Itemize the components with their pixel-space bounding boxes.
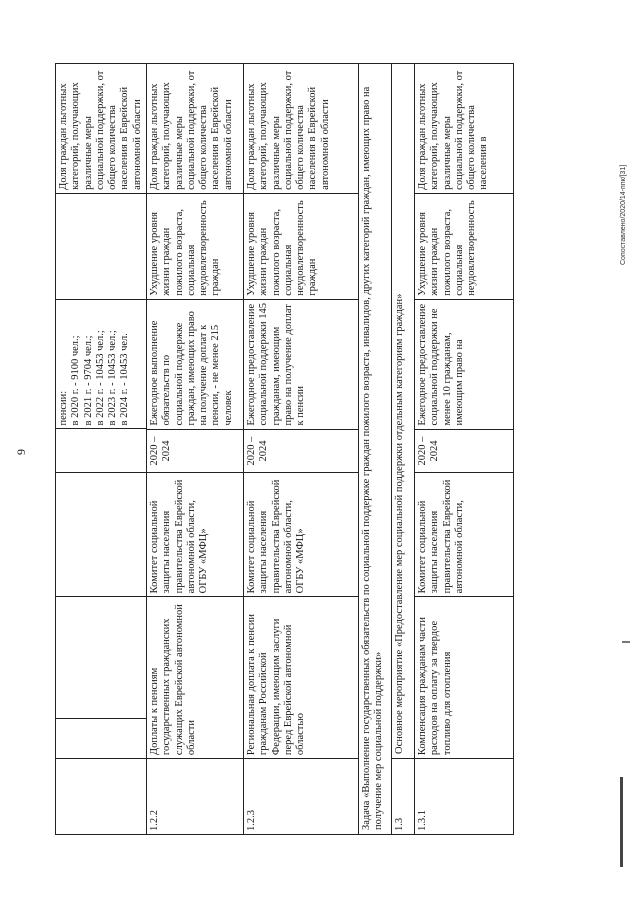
year-line: в 2021 г. - 9704 чел.; [82,335,94,426]
measures-table [55,63,514,835]
year-line: в 2022 г. - 10453 чел.; [94,330,106,426]
cell-name: Компенсация гражданам части расходов на оплату за твердое топливо для отопления [415,596,513,758]
table-row [414,63,514,835]
cell-executor: Комитет социальной защиты населения правительства Еврейской автономной области, [415,472,513,596]
cell-consequence: Ухудшение уровня жизни граждан пожилого возраста, социальная неудовлетворенность [415,193,513,299]
cell-num: 1.2.2 [147,758,243,834]
cell-consequence: Ухудшение уровня жизни граждан пожилого возраста, социальная неудовлетворенность граждан [147,193,243,299]
cell-executor: Комитет социальной защиты населения правительства Еврейской автономной области, ОГБУ «МФЦ» [244,472,358,596]
cell-result: Ежегодное предоставление социальной поддержки 145 гражданам, имеющим право на получение доплат к пенсии [244,299,358,429]
cell-indicator: Доля граждан льготных категорий, получающих различные меры социальной поддержки, от общего количества населения в [415,63,513,193]
cell-period: 2020 – 2024 [244,429,358,473]
main-event-row [391,63,414,835]
cell-num: 1.3.1 [415,758,513,834]
cell-name: Доплаты к пенсиям государственных гражданских служащих Еврейской автономной области [147,596,243,758]
cell-consequence [56,193,146,299]
document-id: Сопоставлено/2020/14-ппк/[31] [620,164,627,265]
cell-result: Ежегодное выполнение обязательств по социальной поддержке граждан, имеющих право на получение доплат к пенсии, - не менее 215 человек [147,299,243,429]
cell-result-continuation [56,299,146,429]
cell-name: Региональная доплата к пенсии гражданам Российской Федерации, имеющим заслуги перед Еврейской автономной областью [244,596,358,758]
page-number: 9 [14,449,28,455]
year-line: в 2024 г. - 10453 чел. [119,333,131,426]
cell-num: 1.2.3 [244,758,358,834]
cell-result [56,429,146,473]
cell-executor [56,596,146,718]
task-row [358,63,391,835]
cell-period: 2020 – 2024 [147,429,243,473]
cell-period [56,472,146,596]
cell-period: 2020 – 2024 [415,429,513,473]
scan-artifact [622,641,630,643]
cell-result: Ежегодное предоставление социальной поддержки не менее 10 гражданам, имеющим право на [415,299,513,429]
cell-num [56,758,146,834]
pension-label: пенсии: [58,390,69,426]
table-row [243,63,358,835]
year-line: в 2020 г. - 9100 чел.; [70,335,82,426]
cell-num: 1.3 [392,758,414,834]
cell-indicator: Доля граждан льготных категорий, получающих различные меры социальной поддержки, от общего количества населения в Еврейской автономной области [56,63,146,193]
scan-artifact [620,777,623,867]
task-text: Задача «Выполнение государственных обязательств по социальной поддержке граждан пожилого возраста, инвалидов, других категорий граждан, имеющих право на получение мер социальной поддержки» [359,63,391,834]
cell-name [56,718,146,758]
table-row [146,63,243,835]
cell-indicator: Доля граждан льготных категорий, получающих различные меры социальной поддержки, от общего количества населения в Еврейской автономной области [244,63,358,193]
year-line: в 2023 г. - 10453 чел.; [107,330,119,426]
cell-executor: Комитет социальной защиты населения правительства Еврейской автономной области, ОГБУ «МФЦ» [147,472,243,596]
cell-indicator: Доля граждан льготных категорий, получающих различные меры социальной поддержки, от общего количества населения в Еврейской автономной области [147,63,243,193]
table-row-continuation [55,63,146,835]
cell-consequence: Ухудшение уровня жизни граждан пожилого возраста, социальная неудовлетворенность граждан [244,193,358,299]
main-event-text: Основное мероприятие «Предоставление мер социальной поддержки отдельным категориям граждан» [392,63,414,758]
